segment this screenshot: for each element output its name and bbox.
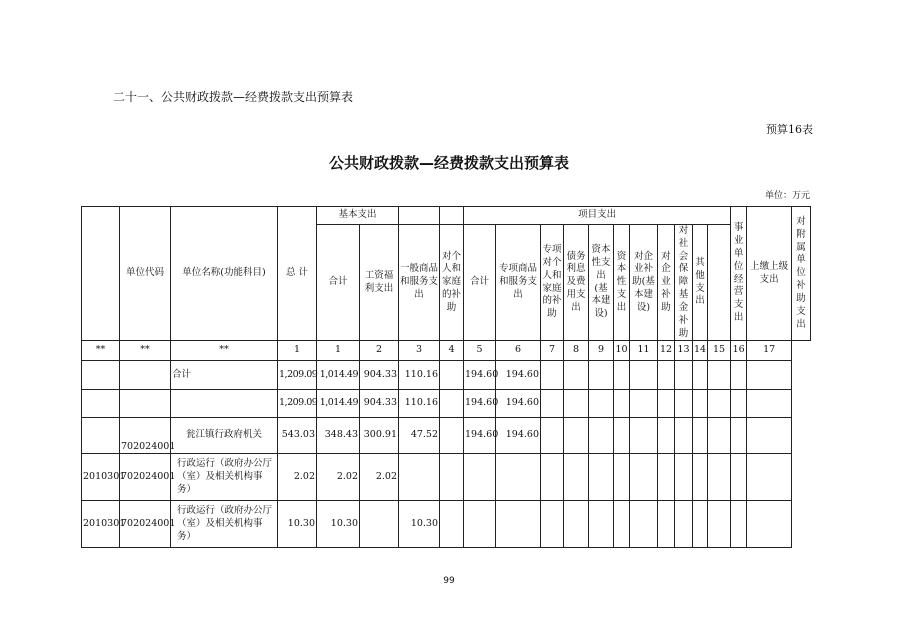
cell-basic-sum: 1,014.49 xyxy=(317,361,360,390)
index-cell: 13 xyxy=(675,341,693,361)
cell-unit-name: 行政运行（政府办公厅（室）及相关机构事务） xyxy=(171,454,278,501)
cell-subject: 2010301 xyxy=(82,454,120,501)
cell-empty xyxy=(658,418,675,454)
section-heading: 二十一、公共财政拨款—经费拨款支出预算表 xyxy=(113,90,354,104)
index-cell: 10 xyxy=(614,341,630,361)
cell-empty xyxy=(614,418,630,454)
cell-goods: 10.30 xyxy=(399,501,440,548)
index-row xyxy=(82,341,811,361)
cell-unit-code xyxy=(120,361,171,390)
col-project-goods-header: 专项商品和服务支出 xyxy=(496,225,541,341)
cell-wage: 904.33 xyxy=(360,390,399,418)
cell-project-sum: 194.60 xyxy=(464,418,496,454)
budget-table xyxy=(81,206,811,548)
cell-empty xyxy=(541,501,564,548)
cell-empty xyxy=(564,454,589,501)
table-number: 预算16表 xyxy=(766,123,813,136)
cell-empty xyxy=(589,454,614,501)
cell-empty xyxy=(614,390,630,418)
cell-empty xyxy=(614,501,630,548)
col-operating-header: 事业单位经营支出 xyxy=(731,207,747,341)
cell-goods: 110.16 xyxy=(399,361,440,390)
cell-project-goods xyxy=(496,501,541,548)
col-capital-header: 资本性支出(基本建设) xyxy=(589,225,614,341)
col-project-sum-header: 合计 xyxy=(464,225,496,341)
cell-project-goods: 194.60 xyxy=(496,418,541,454)
cell-empty xyxy=(708,501,731,548)
cell-empty xyxy=(693,418,708,454)
index-cell: 2 xyxy=(360,341,399,361)
cell-empty xyxy=(675,361,693,390)
index-cell: 12 xyxy=(658,341,675,361)
cell-empty xyxy=(564,390,589,418)
index-cell: 6 xyxy=(496,341,541,361)
index-cell: 3 xyxy=(399,341,440,361)
col-enterprise-header: 对企业补助(基本建设) xyxy=(630,225,658,341)
unit-label: 单位：万元 xyxy=(764,191,810,201)
index-cell: ** xyxy=(82,341,120,361)
cell-goods: 110.16 xyxy=(399,390,440,418)
cell-empty xyxy=(564,501,589,548)
col-unit-code-header: 单位代码 xyxy=(120,207,171,341)
cell-subject xyxy=(82,418,120,454)
cell-total: 10.30 xyxy=(278,501,317,548)
cell-basic-sum: 1,014.49 xyxy=(317,390,360,418)
col-affiliate-header: 对附属单位补助支出 xyxy=(792,207,811,341)
col-basic-sum-header: 合计 xyxy=(317,225,360,341)
cell-empty xyxy=(589,361,614,390)
cell-empty xyxy=(630,454,658,501)
cell-basic-sum: 348.43 xyxy=(317,418,360,454)
cell-empty xyxy=(731,390,747,418)
index-cell: 9 xyxy=(589,341,614,361)
cell-empty xyxy=(658,390,675,418)
cell-empty xyxy=(731,454,747,501)
col-debt-header: 债务利息及费用支出 xyxy=(564,225,589,341)
cell-empty xyxy=(693,361,708,390)
table-row-organization xyxy=(82,418,811,454)
cell-empty xyxy=(747,390,792,418)
cell-basic-sum: 2.02 xyxy=(317,454,360,501)
cell-total: 1,209.09 xyxy=(278,361,317,390)
cell-unit-name xyxy=(171,390,278,418)
cell-empty xyxy=(747,501,792,548)
cell-goods: 47.52 xyxy=(399,418,440,454)
cell-subject xyxy=(82,390,120,418)
cell-personal xyxy=(440,501,464,548)
cell-empty xyxy=(589,390,614,418)
cell-personal xyxy=(440,361,464,390)
cell-wage: 2.02 xyxy=(360,454,399,501)
cell-personal xyxy=(440,418,464,454)
index-cell: ** xyxy=(120,341,171,361)
cell-empty xyxy=(675,390,693,418)
cell-unit-name: 瓮江镇行政府机关 xyxy=(171,418,278,454)
col-goods-header: 一般商品和服务支出 xyxy=(399,225,440,341)
col-wage-header: 工资福利支出 xyxy=(360,225,399,341)
cell-unit-name: 合计 xyxy=(171,361,278,390)
table-row-subtotal xyxy=(82,390,811,418)
cell-empty xyxy=(541,390,564,418)
cell-empty xyxy=(614,361,630,390)
cell-total: 1,209.09 xyxy=(278,390,317,418)
col-upper-header: 上缴上级支出 xyxy=(747,207,792,341)
col-project-personal-header: 专项对个人和家庭的补助 xyxy=(541,225,564,341)
col-other-header: 其他支出 xyxy=(693,225,708,341)
cell-empty xyxy=(614,454,630,501)
index-cell: 7 xyxy=(541,341,564,361)
table-row-function-item xyxy=(82,501,811,548)
cell-empty xyxy=(658,454,675,501)
cell-empty xyxy=(708,390,731,418)
cell-empty xyxy=(630,361,658,390)
cell-project-goods: 194.60 xyxy=(496,390,541,418)
page-title: 公共财政拨款—经费拨款支出预算表 xyxy=(328,154,569,172)
cell-empty xyxy=(731,361,747,390)
index-cell: 4 xyxy=(440,341,464,361)
cell-empty xyxy=(693,390,708,418)
col-enterprise2-header: 对企业补助 xyxy=(658,225,675,341)
col-social-header: 对社会保障基金补助 xyxy=(675,225,693,341)
cell-unit-code: 702024001 xyxy=(120,454,171,501)
cell-total: 543.03 xyxy=(278,418,317,454)
index-cell: 14 xyxy=(693,341,708,361)
basic-group-spacer-2 xyxy=(440,207,464,225)
cell-subject xyxy=(82,361,120,390)
cell-empty xyxy=(747,418,792,454)
cell-unit-name: 行政运行（政府办公厅（室）及相关机构事务） xyxy=(171,501,278,548)
cell-unit-code xyxy=(120,390,171,418)
index-cell: 15 xyxy=(708,341,731,361)
cell-unit-code: 702024001 xyxy=(120,501,171,548)
cell-empty xyxy=(564,361,589,390)
index-cell: 16 xyxy=(731,341,747,361)
cell-empty xyxy=(564,418,589,454)
cell-project-sum: 194.60 xyxy=(464,390,496,418)
cell-empty xyxy=(693,501,708,548)
col-personal-header: 对个人和家庭的补助 xyxy=(440,225,464,341)
index-cell: ** xyxy=(171,341,278,361)
cell-empty xyxy=(708,418,731,454)
cell-empty xyxy=(708,361,731,390)
cell-unit-code: 702024001 xyxy=(120,418,171,454)
cell-basic-sum: 10.30 xyxy=(317,501,360,548)
project-expenditure-group-header: 项目支出 xyxy=(464,207,731,225)
index-cell: 5 xyxy=(464,341,496,361)
cell-empty xyxy=(747,361,792,390)
cell-total: 2.02 xyxy=(278,454,317,501)
index-cell: 1 xyxy=(317,341,360,361)
cell-empty xyxy=(589,501,614,548)
cell-personal xyxy=(440,454,464,501)
cell-empty xyxy=(630,501,658,548)
page-number: 99 xyxy=(443,576,455,586)
table-row-function-item xyxy=(82,454,811,501)
cell-wage xyxy=(360,501,399,548)
col-total-header: 总 计 xyxy=(278,207,317,341)
cell-project-sum xyxy=(464,454,496,501)
cell-empty xyxy=(541,454,564,501)
cell-project-goods xyxy=(496,454,541,501)
cell-empty xyxy=(630,418,658,454)
cell-empty xyxy=(658,501,675,548)
cell-empty xyxy=(675,418,693,454)
cell-empty xyxy=(747,454,792,501)
cell-subject: 2010301 xyxy=(82,501,120,548)
cell-project-sum: 194.60 xyxy=(464,361,496,390)
cell-empty xyxy=(675,501,693,548)
cell-personal xyxy=(440,390,464,418)
basic-expenditure-group-header: 基本支出 xyxy=(317,207,399,225)
index-cell: 8 xyxy=(564,341,589,361)
index-cell: 1 xyxy=(278,341,317,361)
cell-empty xyxy=(658,361,675,390)
index-cell: 11 xyxy=(630,341,658,361)
cell-empty xyxy=(731,418,747,454)
cell-project-goods: 194.60 xyxy=(496,361,541,390)
cell-wage: 904.33 xyxy=(360,361,399,390)
cell-empty xyxy=(541,361,564,390)
cell-empty xyxy=(731,501,747,548)
table-row-grand-total xyxy=(82,361,811,390)
col-unit-name-header: 单位名称(功能科目) xyxy=(171,207,278,341)
cell-empty xyxy=(675,454,693,501)
cell-wage: 300.91 xyxy=(360,418,399,454)
cell-project-sum xyxy=(464,501,496,548)
basic-group-spacer-1 xyxy=(399,207,440,225)
col-capital2-header: 资本性支出 xyxy=(614,225,630,341)
cell-empty xyxy=(630,390,658,418)
col-subject-header xyxy=(82,207,120,341)
cell-empty xyxy=(541,418,564,454)
cell-empty xyxy=(589,418,614,454)
index-cell: 17 xyxy=(747,341,792,361)
cell-empty xyxy=(693,454,708,501)
cell-goods xyxy=(399,454,440,501)
cell-empty xyxy=(708,454,731,501)
